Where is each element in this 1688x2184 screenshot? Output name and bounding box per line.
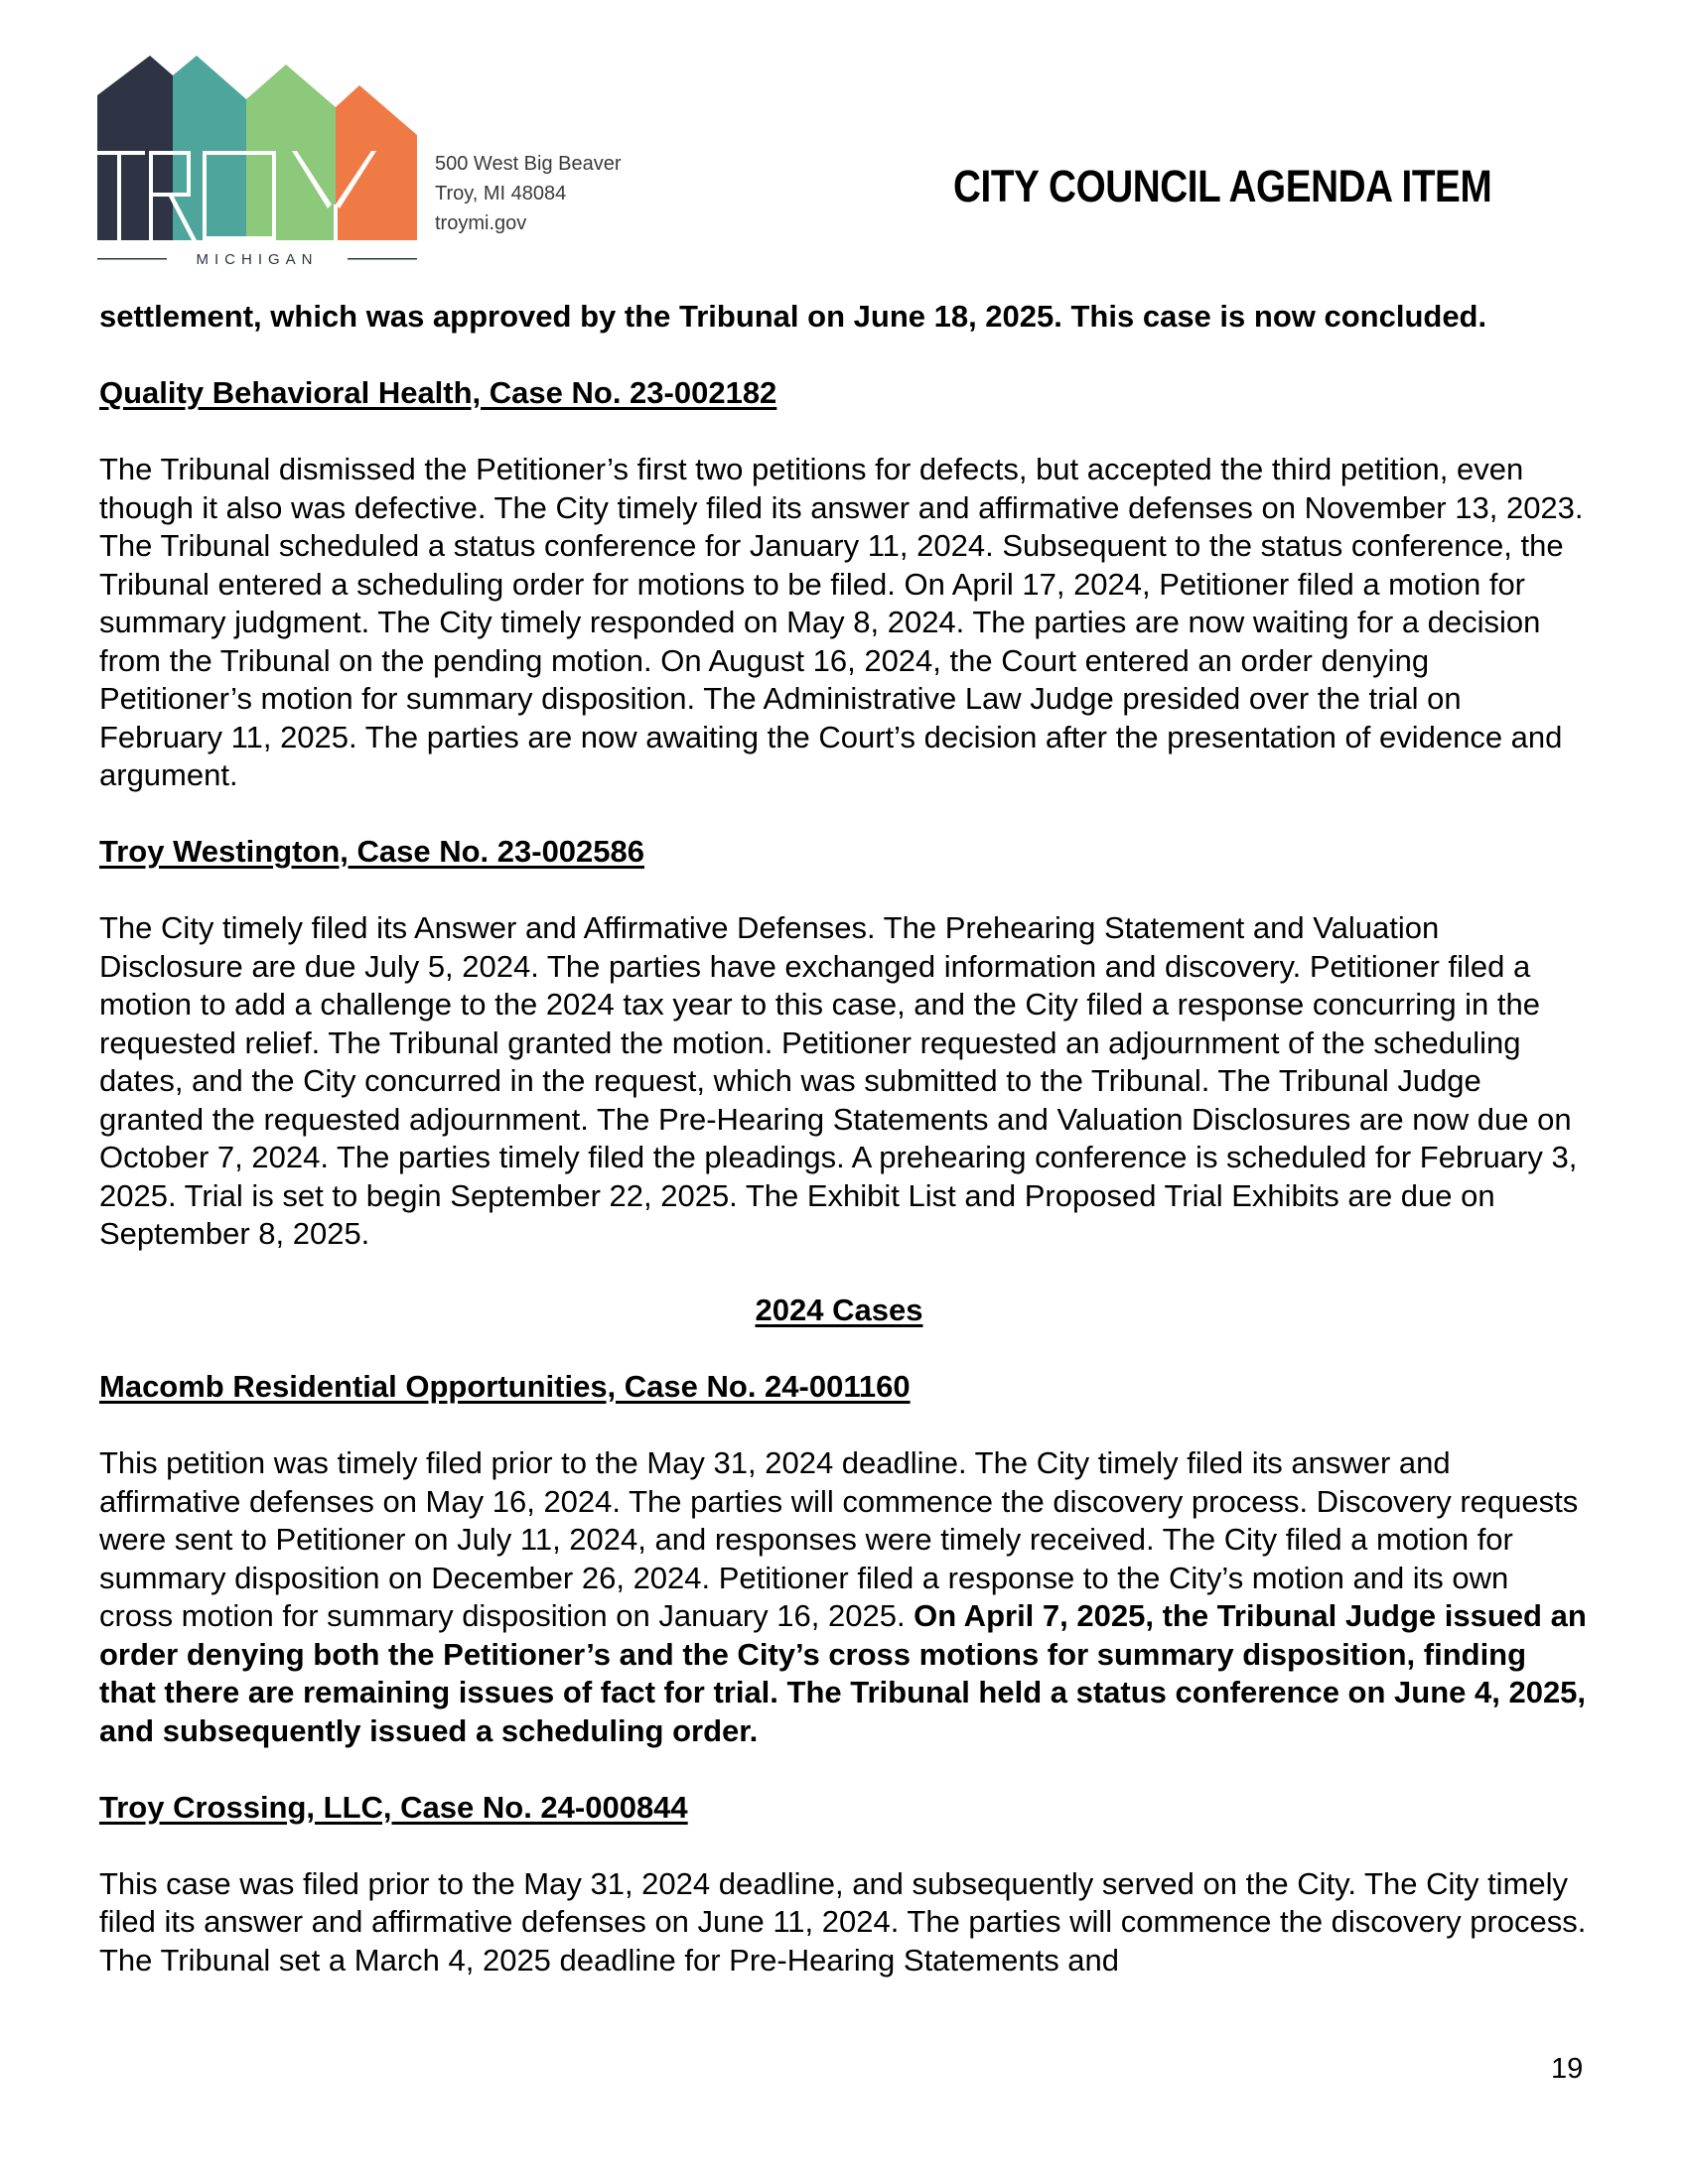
case-heading-westington: Troy Westington, Case No. 23-002586 (99, 834, 645, 869)
page-title: CITY COUNCIL AGENDA ITEM (953, 161, 1492, 211)
case-heading-quality: Quality Behavioral Health, Case No. 23-002182 (99, 375, 777, 410)
case-text-macomb-regular: This petition was timely filed prior to the May 31, 2024 deadline. The City timely filed its answer and affirmative defenses on May 16, 2024. The parties will commence the discovery process. Discovery requests were sent to Petitioner on July 11, 2024, and responses were timely received. The City filed a motion for summary disposition on December 26, 2024. Petitioner filed a response to the City’s motion and its own cross motion for summary disposition on January 16, 2025. (99, 1445, 1579, 1633)
section-heading-2024: 2024 Cases (755, 1293, 923, 1327)
case-text-macomb (99, 1444, 1589, 1750)
document-body (99, 298, 1589, 1979)
troy-michigan-logo (97, 56, 417, 274)
logo-subtext: MICHIGAN (196, 251, 319, 268)
case-text-macomb-bold: On April 7, 2025, the Tribunal Judge issued an order denying both the Petitioner’s and the City’s cross motions for summary disposition, finding that there are remaining issues of fact for trial. The Tribunal held a status conference on June 4, 2025, and subsequently issued a scheduling order. (99, 1598, 1587, 1748)
case-heading-macomb: Macomb Residential Opportunities, Case No. 24-001160 (99, 1369, 911, 1404)
case-text-crossing: This case was filed prior to the May 31, 2024 deadline, and subsequently served on the City. The City timely filed its answer and affirmative defenses on June 11, 2024. The parties will commence the discovery process. The Tribunal set a March 4, 2025 deadline for Pre-Hearing Statements and (99, 1865, 1587, 1978)
website: troymi.gov (435, 212, 527, 234)
continuation-paragraph: settlement, which was approved by the Tribunal on June 18, 2025. This case is now concluded. (99, 299, 1487, 334)
address-line-2: Troy, MI 48084 (435, 183, 567, 205)
address-line-1: 500 West Big Beaver (435, 153, 622, 175)
case-text-westington: The City timely filed its Answer and Affirmative Defenses. The Prehearing Statement and Valuation Disclosure are due July 5, 2024. The parties have exchanged information and discovery. Petitioner filed a motion to add a challenge to the 2024 tax year to this case, and the City filed a response concurring in the requested relief. The Tribunal granted the motion. Petitioner requested an adjournment of the scheduling dates, and the City concurred in the request, which was submitted to the Tribunal. The Tribunal Judge granted the requested adjournment. The Pre-Hearing Statements and Valuation Disclosures are now due on October 7, 2024. The parties timely filed the pleadings. A prehearing conference is scheduled for February 3, 2025. Trial is set to begin September 22, 2025. The Exhibit List and Proposed Trial Exhibits are due on September 8, 2025. (99, 910, 1578, 1251)
case-heading-crossing: Troy Crossing, LLC, Case No. 24-000844 (99, 1789, 688, 1825)
address-block (435, 149, 622, 238)
case-text-quality: The Tribunal dismissed the Petitioner’s first two petitions for defects, but accepted the third petition, even though it also was defective. The City timely filed its answer and affirmative defenses on November 13, 2023. The Tribunal scheduled a status conference for January 11, 2024. Subsequent to the status conference, the Tribunal entered a scheduling order for motions to be filed. On April 17, 2024, Petitioner filed a motion for summary judgment. The City timely responded on May 8, 2024. The parties are now waiting for a decision from the Tribunal on the pending motion. On August 16, 2024, the Court entered an order denying Petitioner’s motion for summary disposition. The Administrative Law Judge presided over the trial on February 11, 2025. The parties are now awaiting the Court’s decision after the presentation of evidence and argument. (99, 452, 1584, 792)
page-number: 19 (1551, 2053, 1584, 2085)
